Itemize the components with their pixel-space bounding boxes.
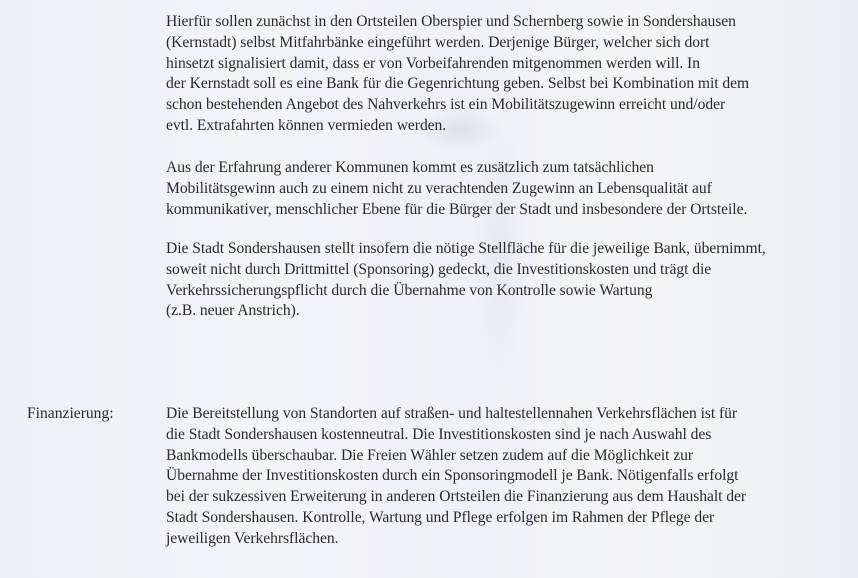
text-line: Bankmodells überschaubar. Die Freien Wähler setzen zudem auf die Möglichkeit zur (166, 446, 694, 464)
text-line: Die Bereitstellung von Standorten auf straßen- und haltestellennahen Verkehrsflächen ist für (166, 405, 738, 422)
text-line: Aus der Erfahrung anderer Kommunen kommt es zusätzlich zum tatsächlichen (166, 159, 654, 176)
section-label-finanzierung: Finanzierung: (27, 405, 114, 422)
text-line: jeweiligen Verkehrsflächen. (166, 529, 339, 547)
text-line: die Stadt Sondershausen kostenneutral. Die Investitionskosten sind je nach Auswahl des (166, 425, 712, 443)
text-line: Mobilitätsgewinn auch zu einem nicht zu verachtenden Zugewinn an Lebensqualität auf (166, 179, 712, 197)
paragraph-experience-other-communes (166, 158, 856, 220)
paragraph-mitfahrbank-intro (166, 12, 856, 137)
paragraph-finanzierung (166, 404, 856, 550)
text-line: evtl. Extrafahrten können vermieden werden. (166, 116, 447, 134)
text-line: Übernahme der Investitionskosten durch ein Sponsoringmodell je Bank. Nötigenfalls erfolgt (166, 467, 739, 485)
text-line: Die Stadt Sondershausen stellt insofern die nötige Stellfläche für die jeweilige Bank, übernimmt, (166, 240, 766, 257)
text-line: der Kernstadt soll es eine Bank für die Gegenrichtung geben. Selbst bei Kombination mit dem (166, 75, 750, 93)
text-line: Stadt Sondershausen. Kontrolle, Wartung und Pflege erfolgen im Rahmen der Pflege der (166, 508, 715, 526)
text-line: bei der sukzessiven Erweiterung in anderen Ortsteilen die Finanzierung aus dem Haushalt der (166, 488, 747, 506)
text-line: Hierfür sollen zunächst in den Ortsteilen Oberspier und Schernberg sowie in Sondershausen (166, 13, 736, 30)
text-line: (Kernstadt) selbst Mitfahrbänke eingeführt werden. Derjenige Bürger, welcher sich dort (166, 33, 710, 51)
text-line: Verkehrssicherungspflicht durch die Übernahme von Kontrolle sowie Wartung (166, 281, 653, 299)
text-line: kommunikativer, menschlicher Ebene für die Bürger der Stadt und insbesondere der Ortsteile. (166, 200, 748, 218)
paragraph-city-responsibilities (166, 239, 856, 322)
text-line: hinsetzt signalisiert damit, dass er von Vorbeifahrenden mitgenommen werden will. In (166, 54, 700, 72)
text-line: soweit nicht durch Drittmittel (Sponsoring) gedeckt, die Investitionskosten und trägt die (166, 260, 712, 278)
text-line: schon bestehenden Angebot des Nahverkehrs ist ein Mobilitätszugewinn erreicht und/oder (166, 96, 726, 114)
text-line: (z.B. neuer Anstrich). (166, 302, 300, 320)
